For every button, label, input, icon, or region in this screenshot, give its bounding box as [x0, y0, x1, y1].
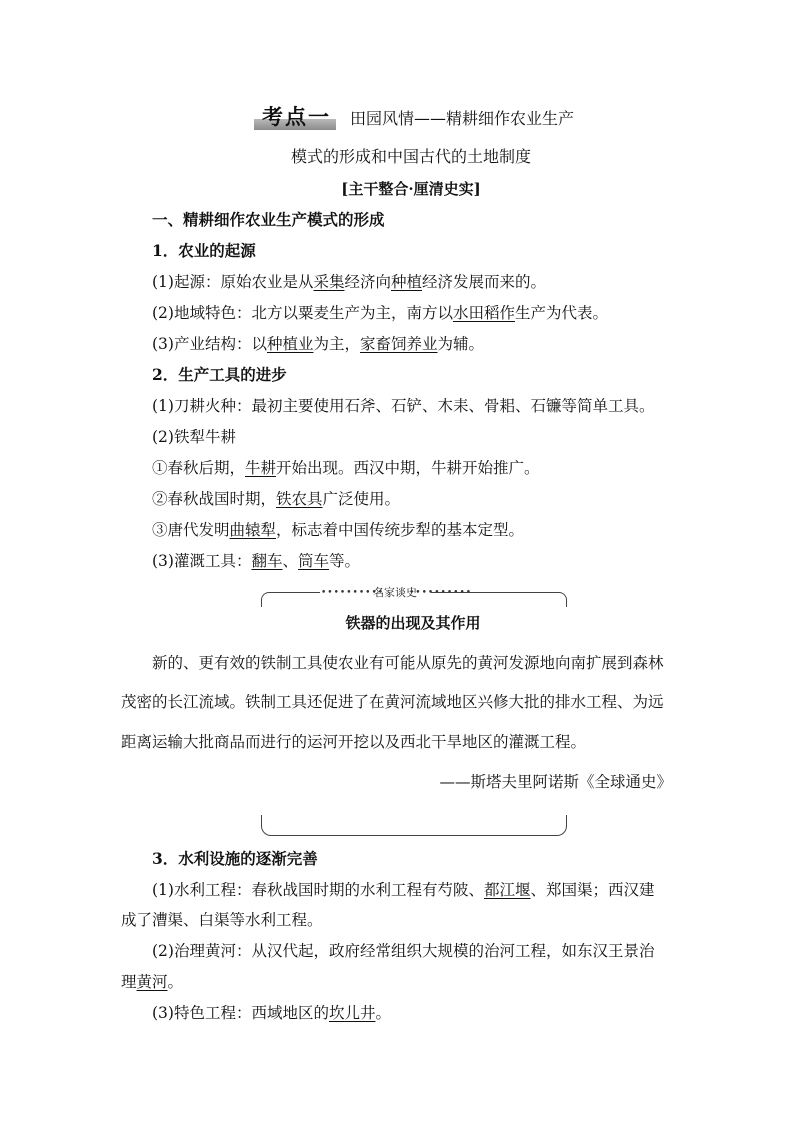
key-term: 坎儿井: [328, 1004, 376, 1022]
kaodian-badge: [254, 104, 336, 130]
text: (1)水利工程：春秋战国时期的水利工程有芍陂、: [152, 881, 484, 899]
paragraph-origin: [152, 271, 546, 293]
quote-line-2: 茂密的长江流域。铁制工具还促进了在黄河流域地区兴修大批的排水工程、为远: [121, 693, 664, 711]
text: 为主，: [313, 335, 360, 353]
paragraph-iron-plough: (2)铁犁牛耕: [152, 428, 236, 446]
paragraph-slash-burn: (1)刀耕火种：最初主要使用石斧、石铲、木耒、骨耜、石镰等简单工具。: [152, 397, 655, 415]
key-term: 采集: [313, 273, 345, 291]
text: (2)地域特色：北方以粟麦生产为主，南方以: [152, 304, 453, 322]
text: 开始出现。西汉中期，牛耕开始推广。: [276, 459, 540, 477]
section1-heading: 一、精耕细作农业生产模式的形成: [152, 210, 385, 229]
text: 理: [121, 973, 137, 991]
text: 。: [167, 973, 184, 991]
text: 、: [282, 552, 298, 570]
paragraph-yellow-river-1: (2)治理黄河：从汉代起，政府经常组织大规模的治河工程，如东汉王景治: [152, 942, 655, 960]
sub3-heading: 3．水利设施的逐渐完善: [152, 849, 318, 868]
key-term: 筒车: [298, 552, 330, 570]
frame-corner-left: [261, 592, 320, 607]
text: ，标志着中国传统步犁的基本定型。: [276, 521, 525, 539]
key-term: 家畜饲养业: [360, 335, 438, 353]
frame-corner-right: [431, 592, 567, 607]
sub1-heading: 1．农业的起源: [152, 241, 256, 260]
key-term: 种植业: [266, 335, 314, 353]
paragraph-regional: [152, 302, 608, 324]
text: (3)灌溉工具：: [152, 552, 252, 570]
quote-line-3: 距离运输大批商品而进行的运河开挖以及西北干旱地区的灌溉工程。: [121, 733, 587, 751]
key-term: 曲辕犁: [229, 521, 277, 539]
text: 。: [375, 1004, 391, 1022]
key-term: 种植: [391, 273, 423, 291]
frame-dots-right: ••••••••••: [409, 588, 473, 598]
key-term: 都江堰: [483, 881, 531, 899]
quote-source: ——斯塔夫里阿诺斯《全球通史》: [439, 773, 672, 791]
paragraph-ox-plough: [152, 457, 540, 479]
paragraph-karez: [152, 1002, 391, 1024]
quote-line-1: 新的、更有效的铁制工具使农业有可能从原先的黄河发源地向南扩展到森林: [152, 654, 664, 672]
key-term: 翻车: [251, 552, 283, 570]
text: (3)特色工程：西域地区的: [152, 1004, 329, 1022]
key-term: 黄河: [136, 973, 168, 991]
text: 经济向: [344, 273, 391, 291]
text: 广泛使用。: [322, 490, 401, 508]
text: 生产为代表。: [514, 304, 608, 322]
title-row: [254, 104, 654, 130]
sub2-heading: 2．生产工具的进步: [152, 365, 287, 384]
page-title-line1: 田园风情——精耕细作农业生产: [350, 109, 575, 128]
section-subtitle: [主干整合·厘清史实]: [341, 180, 481, 198]
text: (1)起源：原始农业是从: [152, 273, 314, 291]
paragraph-water-works-1: [152, 879, 655, 901]
paragraph-yellow-river-2: [121, 971, 183, 993]
paragraph-structure: [152, 333, 484, 355]
text: ②春秋战国时期，: [152, 490, 277, 508]
frame-dots-left: ••••••••••: [321, 588, 385, 598]
text: (3)产业结构：以: [152, 335, 267, 353]
key-term: 铁农具: [276, 490, 323, 508]
paragraph-curved-plough: [152, 519, 524, 541]
frame-bottom: [261, 815, 567, 836]
paragraph-irrigation-tools: [152, 550, 360, 572]
text: 为辅。: [437, 335, 485, 353]
text: ①春秋后期，: [152, 459, 246, 477]
key-term: 牛耕: [245, 459, 277, 477]
paragraph-water-works-2: 成了漕渠、白渠等水利工程。: [121, 911, 323, 929]
badge-text: 考点一: [262, 105, 331, 129]
text: ③唐代发明: [152, 521, 230, 539]
text: 经济发展而来的。: [422, 273, 547, 291]
page-title-line2: 模式的形成和中国古代的土地制度: [290, 147, 531, 166]
text: 等。: [329, 552, 361, 570]
quote-title: 铁器的出现及其作用: [345, 614, 481, 632]
paragraph-iron-tools: [152, 488, 400, 510]
quote-tag: 名家谈史: [373, 586, 417, 599]
key-term: 水田稻作: [452, 304, 515, 322]
text: 、郑国渠；西汉建: [530, 881, 655, 899]
